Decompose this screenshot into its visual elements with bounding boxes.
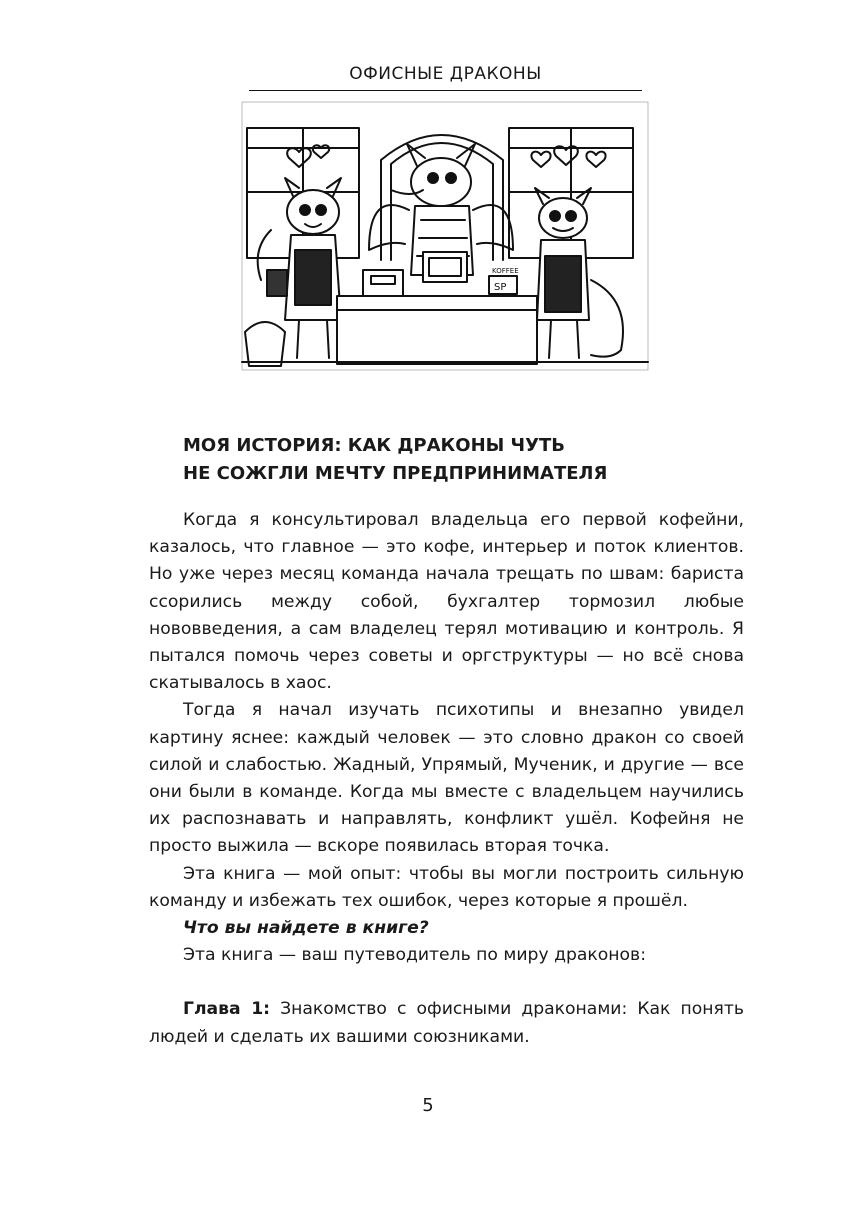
register-text: SP (494, 282, 507, 293)
question-heading: Что вы найдете в книге? (183, 918, 429, 939)
koffee-sign-text: KOFFEE (492, 267, 519, 275)
coffee-shop-dragons-illustration (241, 100, 649, 372)
chapter-1-label: Глава 1: (183, 999, 271, 1020)
chapter-1-text: Знакомство с офисными драконами: Как понять людей и сделать их вашими союзниками. (149, 999, 744, 1047)
paragraph-3: Эта книга — мой опыт: чтобы вы могли построить сильную команду и избежать тех ошибок, через которые я прошёл. (149, 863, 744, 911)
page-number: 5 (422, 1095, 434, 1116)
header-rule (249, 90, 642, 91)
body-text (149, 507, 744, 1051)
section-title-line-1: МОЯ ИСТОРИЯ: КАК ДРАКОНЫ ЧУТЬ (183, 435, 565, 456)
paragraph-4: Эта книга — ваш путеводитель по миру драконов: (183, 945, 646, 966)
chapter-1-entry (149, 996, 744, 1050)
section-title-line-2: НЕ СОЖГЛИ МЕЧТУ ПРЕДПРИНИМАТЕЛЯ (183, 463, 608, 484)
running-title: ОФИСНЫЕ ДРАКОНЫ (349, 64, 542, 84)
paragraph-2: Тогда я начал изучать психотипы и внезапно увидел картину яснее: каждый человек — это словно дракон со своей силой и слабостью. Жадный, Упрямый, Мученик, и другие — все они были в команде. Когда мы вместе с владельцем научились их распознавать и направлять, конфликт ушёл. Кофейня не просто выжила — вскоре появилась вторая точка. (149, 700, 744, 857)
paragraph-1: Когда я консультировал владельца его первой кофейни, казалось, что главное — это кофе, интерьер и поток клиентов. Но уже через месяц команда начала трещать по швам: бариста ссорились между собой, бухгалтер тормозил любые нововведения, а сам владелец терял мотивацию и контроль. Я пытался помочь через советы и оргструктуры — но всё снова скатывалось в хаос. (149, 510, 744, 694)
section-title (183, 432, 683, 488)
